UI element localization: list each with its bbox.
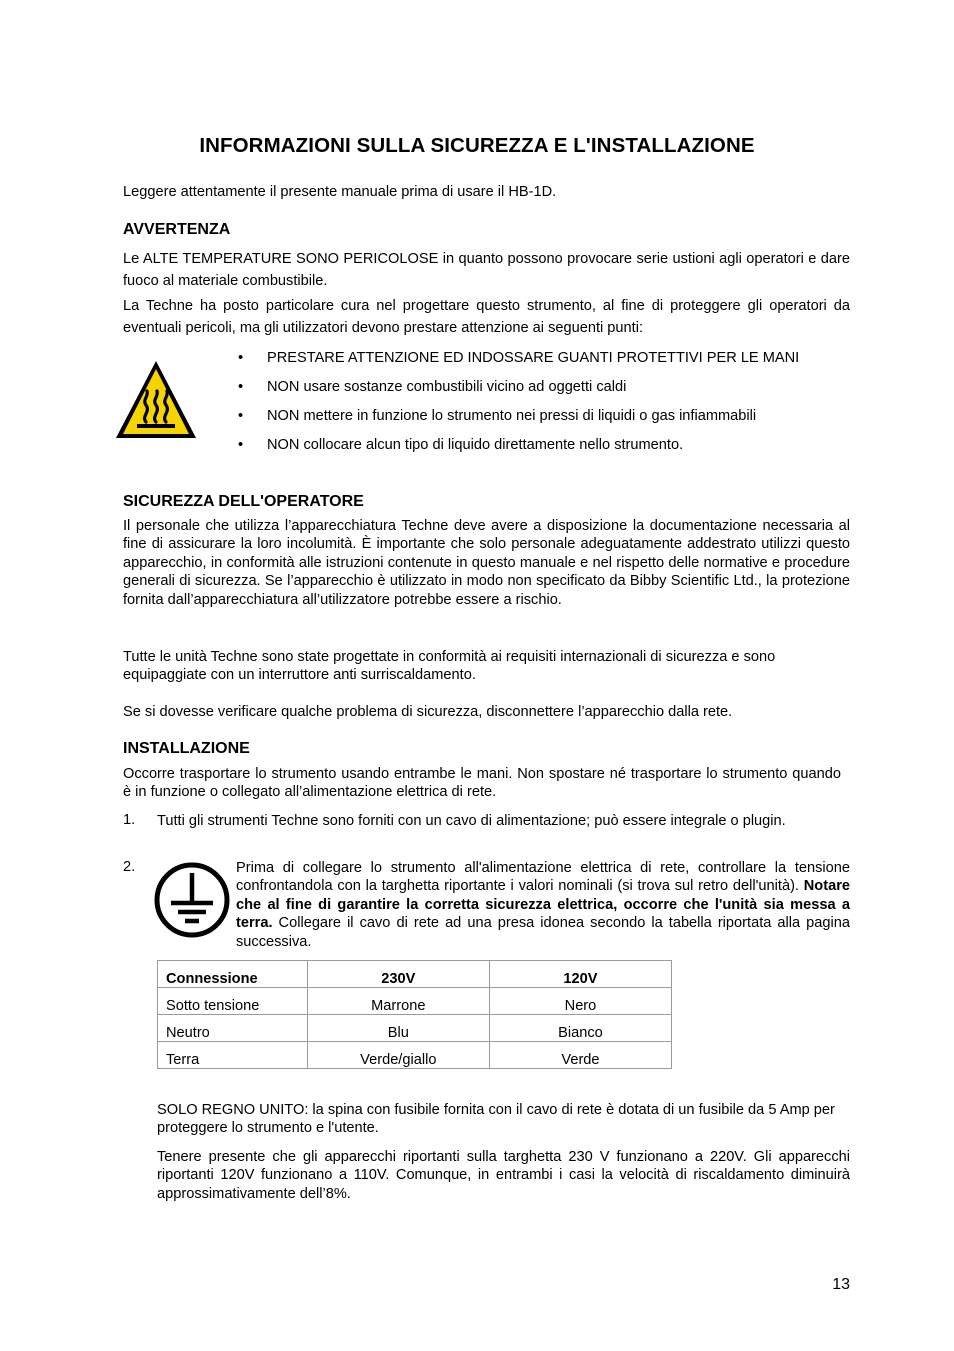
table-row [158, 988, 672, 1015]
item-2-text-b: Collegare il cavo di rete ad una presa idonea secondo la tabella riportata alla pagina successiva. [236, 915, 850, 950]
table-header-row [158, 961, 672, 988]
operatore-paragraph-3: Se si dovesse verificare qualche problema di sicurezza, disconnettere l’apparecchio dalla rete. [123, 704, 733, 720]
list-item [238, 436, 850, 454]
list-item [238, 378, 850, 396]
table-cell: Verde/giallo [307, 1042, 489, 1069]
bullet-glyph: • [238, 379, 244, 395]
installazione-heading: INSTALLAZIONE [123, 740, 250, 757]
bullet-glyph: • [238, 408, 244, 424]
list-item [238, 349, 850, 367]
hot-surface-warning-icon [113, 358, 199, 442]
warning-bullet-list [238, 349, 850, 454]
list-number-1: 1. [123, 812, 136, 828]
page-number: 13 [832, 1276, 850, 1293]
table-header-cell: 230V [307, 961, 489, 988]
avvertenza-heading: AVVERTENZA [123, 221, 231, 238]
table-cell: Neutro [158, 1015, 308, 1042]
bullet-glyph: • [238, 350, 244, 366]
avvertenza-paragraph-1: Le ALTE TEMPERATURE SONO PERICOLOSE in quanto possono provocare serie ustioni agli operatori e dare fuoco al materiale combustibile. [123, 251, 850, 289]
table-row [158, 1015, 672, 1042]
item-2-text-a: Prima di collegare lo strumento all'alimentazione elettrica di rete, controllare la tensione confrontandola con la targhetta riportante i valori nominali (si trova sul retro dell'unità). [236, 860, 850, 895]
table-header-cell: Connessione [158, 961, 308, 988]
wiring-table [157, 960, 672, 1069]
protective-earth-icon [153, 861, 231, 939]
voltage-note: Tenere presente che gli apparecchi riportanti sulla targhetta 230 V funzionano a 220V. Gli apparecchi riportanti 120V funzionano a 110V. Comunque, in entrambi i casi la velocità di riscaldamento diminuirà approssimativamente dell’8%. [157, 1149, 850, 1202]
table-cell: Sotto tensione [158, 988, 308, 1015]
table-row [158, 1042, 672, 1069]
bullet-text: PRESTARE ATTENZIONE ED INDOSSARE GUANTI PROTETTIVI PER LE MANI [267, 350, 800, 366]
table-cell: Terra [158, 1042, 308, 1069]
table-cell: Bianco [489, 1015, 671, 1042]
installazione-item-1: Tutti gli strumenti Techne sono forniti con un cavo di alimentazione; può essere integrale o plugin. [157, 813, 786, 829]
bullet-text: NON mettere in funzione lo strumento nei pressi di liquidi o gas infiammabili [267, 408, 757, 424]
table-cell: Verde [489, 1042, 671, 1069]
table-cell: Marrone [307, 988, 489, 1015]
bullet-text: NON usare sostanze combustibili vicino ad oggetti caldi [267, 379, 627, 395]
operatore-heading: SICUREZZA DELL'OPERATORE [123, 493, 364, 510]
intro-text: Leggere attentamente il presente manuale prima di usare il HB-1D. [123, 184, 557, 200]
list-item [238, 407, 850, 425]
table-cell: Nero [489, 988, 671, 1015]
uk-fuse-note: SOLO REGNO UNITO: la spina con fusibile fornita con il cavo di rete è dotata di un fusibile da 5 Amp per proteggere lo strumento e l'utente. [157, 1102, 835, 1137]
installazione-paragraph-1: Occorre trasportare lo strumento usando entrambe le mani. Non spostare né trasportare lo strumento quando è in funzione o collegato all’alimentazione elettrica di rete. [123, 766, 841, 801]
table-cell: Blu [307, 1015, 489, 1042]
bullet-text: NON collocare alcun tipo di liquido direttamente nello strumento. [267, 437, 684, 453]
bullet-glyph: • [238, 437, 244, 453]
installazione-item-2 [236, 859, 850, 951]
table-header-cell: 120V [489, 961, 671, 988]
operatore-paragraph-1: Il personale che utilizza l’apparecchiatura Techne deve avere a disposizione la documentazione necessaria al fine di assicurare la loro incolumità. È importante che solo personale adeguatamente addestrato utilizzi questo apparecchio, in conformità alle istruzioni contenute in questo manuale e nel rispetto delle normative e procedure generali di sicurezza. Se l’apparecchio è utilizzato in modo non specificato da Bibby Scientific Ltd., la protezione fornita dall’apparecchiatura all’utilizzatore potrebbe essere a rischio. [123, 518, 850, 608]
list-number-2: 2. [123, 859, 136, 875]
item-2-earth-warning: Notare che al fine di garantire la corretta sicurezza elettrica, occorre che l'unità sia messa a terra. [236, 878, 850, 932]
page-title: INFORMAZIONI SULLA SICUREZZA E L'INSTALLAZIONE [199, 134, 755, 157]
avvertenza-paragraph-2: La Techne ha posto particolare cura nel progettare questo strumento, al fine di proteggere gli operatori da eventuali pericoli, ma gli utilizzatori devono prestare attenzione ai seguenti punti: [123, 298, 850, 336]
operatore-paragraph-2: Tutte le unità Techne sono state progettate in conformità ai requisiti internazionali di sicurezza e sono equipaggiate con un interruttore anti surriscaldamento. [123, 649, 776, 684]
